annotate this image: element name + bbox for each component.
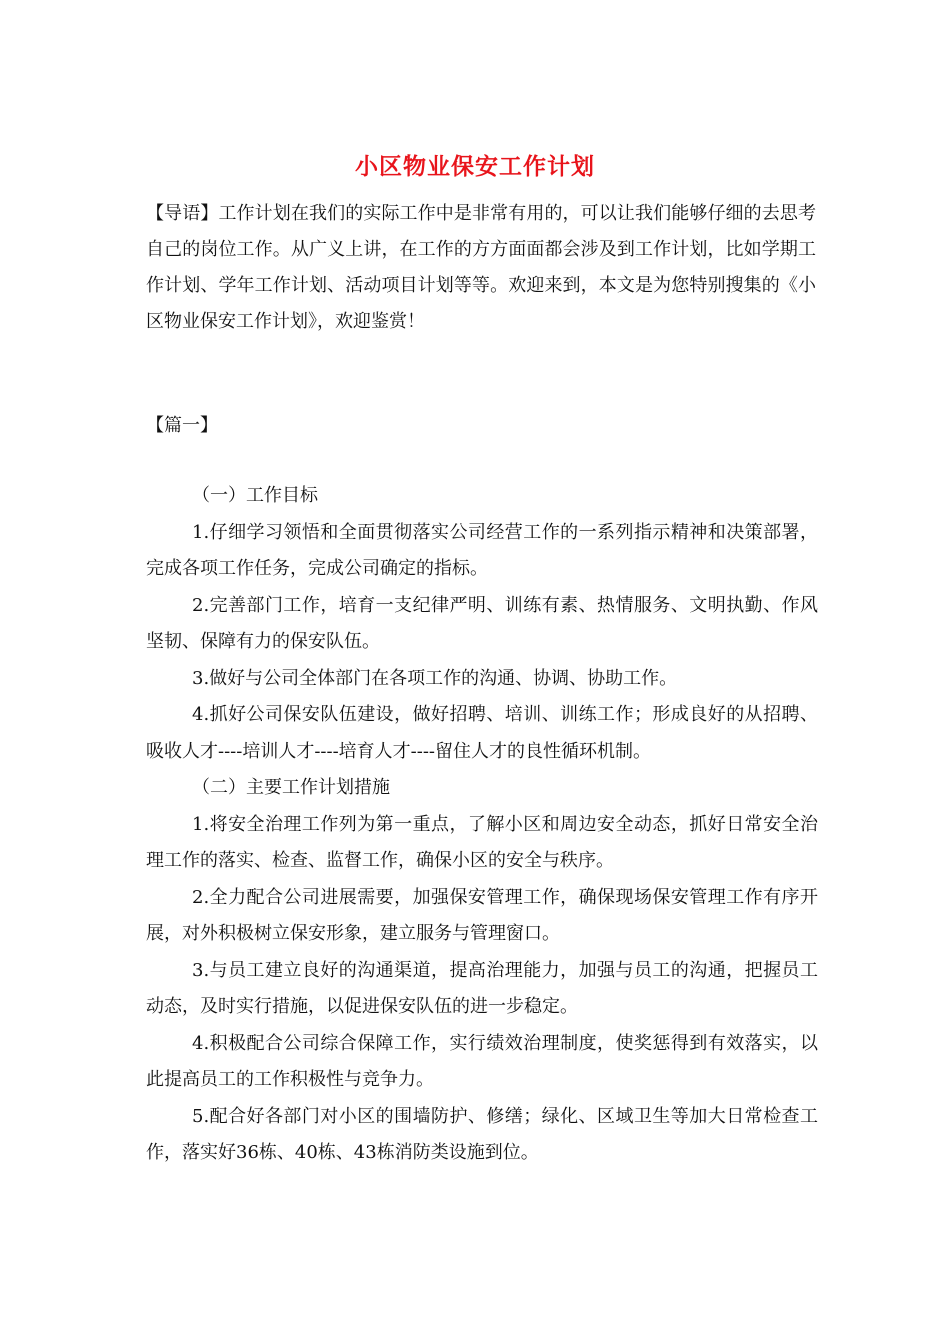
part2-item-2: 2.全力配合公司进展需要，加强保安管理工作，确保现场保安管理工作有序开展，对外积极树立保安形象，建立服务与管理窗口。 — [146, 886, 818, 944]
part2-item-5: 5.配合好各部门对小区的围墙防护、修缮；绿化、区域卫生等加大日常检查工作，落实好36栋、40栋、43栋消防类设施到位。 — [146, 1105, 818, 1163]
part1-item-1: 1.仔细学习领悟和全面贯彻落实公司经营工作的一系列指示精神和决策部署，完成各项工作任务，完成公司确定的指标。 — [146, 521, 818, 579]
section-label: 【篇一】 — [146, 415, 218, 436]
part2-item-1: 1.将安全治理工作列为第一重点，了解小区和周边安全动态，抓好日常安全治理工作的落实、检查、监督工作，确保小区的安全与秩序。 — [146, 813, 818, 871]
part1-item-3: 3.做好与公司全体部门在各项工作的沟通、协调、协助工作。 — [192, 667, 678, 689]
part2-item-3: 3.与员工建立良好的沟通渠道，提高治理能力，加强与员工的沟通，把握员工动态，及时实行措施，以促进保安队伍的进一步稳定。 — [146, 959, 818, 1017]
intro-text: 【导语】工作计划在我们的实际工作中是非常有用的，可以让我们能够仔细的去思考自己的岗位工作。从广义上讲，在工作的方方面面都会涉及到工作计划，比如学期工作计划、学年工作计划、活动项目计划等等。欢迎来到，本文是为您特别搜集的《小区物业保安工作计划》，欢迎鉴赏！ — [146, 203, 816, 332]
document-body — [146, 478, 818, 1172]
intro-paragraph — [146, 196, 816, 340]
document-title: 小区物业保安工作计划 — [355, 153, 595, 180]
part1-item-2: 2.完善部门工作，培育一支纪律严明、训练有素、热情服务、文明执勤、作风坚韧、保障有力的保安队伍。 — [146, 594, 818, 652]
part1-item-4: 4.抓好公司保安队伍建设，做好招聘、培训、训练工作；形成良好的从招聘、吸收人才----培训人才----培育人才----留住人才的良性循环机制。 — [146, 704, 818, 762]
part1-heading: （一）工作目标 — [192, 485, 318, 506]
part2-item-4: 4.积极配合公司综合保障工作，实行绩效治理制度，使奖惩得到有效落实，以此提高员工的工作积极性与竞争力。 — [146, 1032, 818, 1090]
part2-heading: （二）主要工作计划措施 — [192, 777, 390, 798]
